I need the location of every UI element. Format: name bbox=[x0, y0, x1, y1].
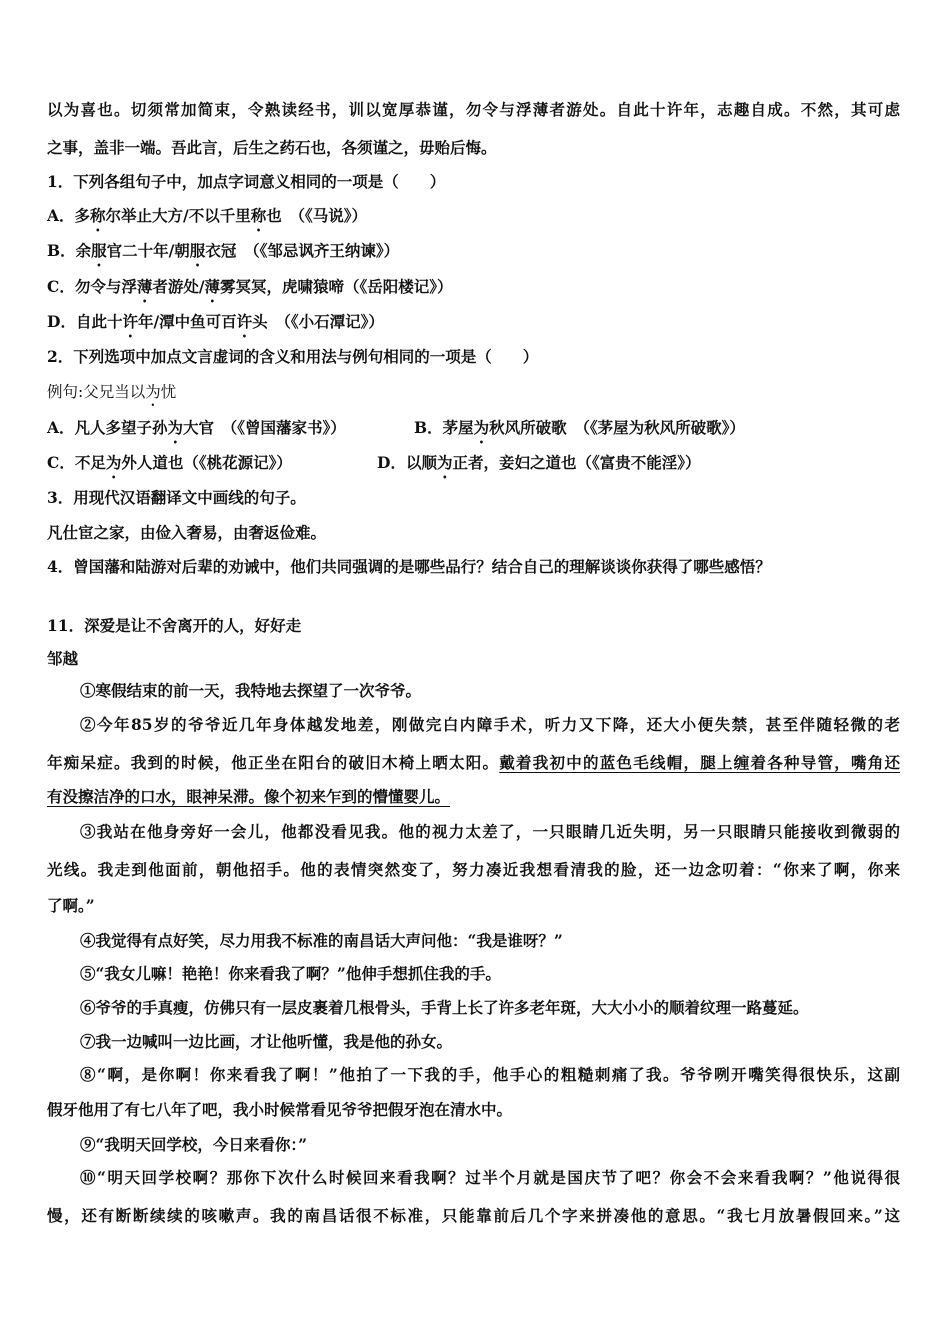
paragraph-1: ①寒假结束的前一天，我特地去探望了一次爷爷。 bbox=[80, 681, 422, 700]
paragraph-6: ⑥爷爷的手真瘦，仿佛只有一层皮裹着几根骨头，手背上长了许多老年斑，大大小小的顺着纹理一路蔓延。 bbox=[80, 998, 809, 1017]
underlined-sentence: 戴着我初中的蓝色毛线帽，腿上缠着各种导管，嘴角还 bbox=[499, 753, 900, 772]
q1-option-c: C．勿令与浮薄者游处/薄雾冥冥，虎啸猿啼（《岳阳楼记》） bbox=[47, 277, 453, 296]
paragraph-8-line-1: ⑧“啊，是你啊！你来看我了啊！”他拍了一下我的手，他手心的粗糙刺痛了我。爷爷咧开嘴笑得很快乐，这副 bbox=[80, 1065, 900, 1084]
q2-option-b: B．茅屋为秋风所破歌 （《茅屋为秋风所破歌》） bbox=[414, 418, 745, 437]
paragraph-10-line-1: ⑩“明天回学校啊？那你下次什么时候回来看我啊？过半个月就是国庆节了吧？你会不会来看我啊？”他说得很 bbox=[80, 1168, 900, 1187]
q3-sentence: 凡仕宦之家，由俭入奢易，由奢返俭难。 bbox=[47, 523, 327, 542]
paragraph-2-line-1: ②今年85岁的爷爷近几年身体越发地差，刚做完白内障手术，听力又下降，还大小便失禁，甚至伴随轻微的老 bbox=[80, 715, 900, 734]
paragraph-3-line-3: 了啊。” bbox=[47, 896, 95, 915]
q1-stem: 1．下列各组句子中，加点字词意义相同的一项是（ ） bbox=[47, 172, 446, 191]
q1-option-a: A．多称尔举止大方/不以千里称也 （《马说》） bbox=[47, 206, 367, 225]
paragraph-3-line-1: ③我站在他身旁好一会儿，他都没看见我。他的视力太差了，一只眼睛几近失明，另一只眼睛只能接收到微弱的 bbox=[80, 822, 900, 841]
q2-example: 例句:父兄当以为忧 bbox=[47, 383, 177, 401]
paragraph-2-line-3: 有没擦洁净的口水，眼神呆滞。像个初来乍到的懵懂婴儿。 bbox=[47, 787, 451, 806]
q2-option-d: D．以顺为正者，妾妇之道也（《富贵不能淫》） bbox=[377, 453, 701, 472]
paragraph-7: ⑦我一边喊叫一边比画，才让他听懂，我是他的孙女。 bbox=[80, 1032, 453, 1051]
q1-option-d: D．自此十许年/潭中鱼可百许头 （《小石潭记》） bbox=[47, 312, 384, 331]
q4-stem: 4．曾国藩和陆游对后辈的劝诫中，他们共同强调的是哪些品行？结合自己的理解谈谈你获得了哪些感悟？ bbox=[47, 557, 771, 576]
q2-stem: 2．下列选项中加点文言虚词的含义和用法与例句相同的一项是（ ） bbox=[47, 347, 539, 366]
q2-option-a: A．凡人多望子孙为大官 （《曾国藩家书》） bbox=[47, 418, 346, 437]
passage-line-2: 之事，盖非一端。吾此言，后生之药石也，各须谨之，毋贻后悔。 bbox=[47, 138, 497, 157]
q2-option-c: C．不足为外人道也（《桃花源记》） bbox=[47, 453, 292, 472]
paragraph-3-line-2: 光线。我走到他面前，朝他招手。他的表情突然变了，努力凑近我想看清我的脸，还一边念叨着：“你来了啊，你来 bbox=[47, 860, 900, 879]
paragraph-10-line-2: 慢，还有断断续续的咳嗽声。我的南昌话很不标准，只能靠前后几个字来拼凑他的意思。“我七月放暑假回来。”这 bbox=[47, 1206, 900, 1225]
article-author: 邹越 bbox=[47, 649, 79, 668]
paragraph-9: ⑨“我明天回学校，今日来看你：” bbox=[80, 1135, 308, 1154]
passage-line-1: 以为喜也。切须常加简束，令熟读经书，训以宽厚恭谨，勿令与浮薄者游处。自此十许年，志趣自成。不然，其可虑 bbox=[47, 100, 900, 119]
q3-stem: 3．用现代汉语翻译文中画线的句子。 bbox=[47, 488, 306, 507]
paragraph-5: ⑤“我女儿嘛！艳艳！你来看我了啊？”他伸手想抓住我的手。 bbox=[80, 964, 501, 983]
paragraph-2-line-2: 年痴呆症。我到的时候，他正坐在阳台的破旧木椅上晒太阳。戴着我初中的蓝色毛线帽，腿上缠着各种导管，嘴角还 bbox=[47, 753, 900, 772]
paragraph-8-line-2: 假牙他用了有七八年了吧，我小时候常看见爷爷把假牙泡在清水中。 bbox=[47, 1100, 513, 1119]
article-title: 11．深爱是让不舍离开的人，好好走 bbox=[47, 616, 302, 635]
paragraph-4: ④我觉得有点好笑，尽力用我不标准的南昌话大声问他：“我是谁呀？” bbox=[80, 931, 563, 950]
q1-option-b: B．余服官二十年/朝服衣冠 （《邹忌讽齐王纳谏》） bbox=[47, 241, 400, 260]
